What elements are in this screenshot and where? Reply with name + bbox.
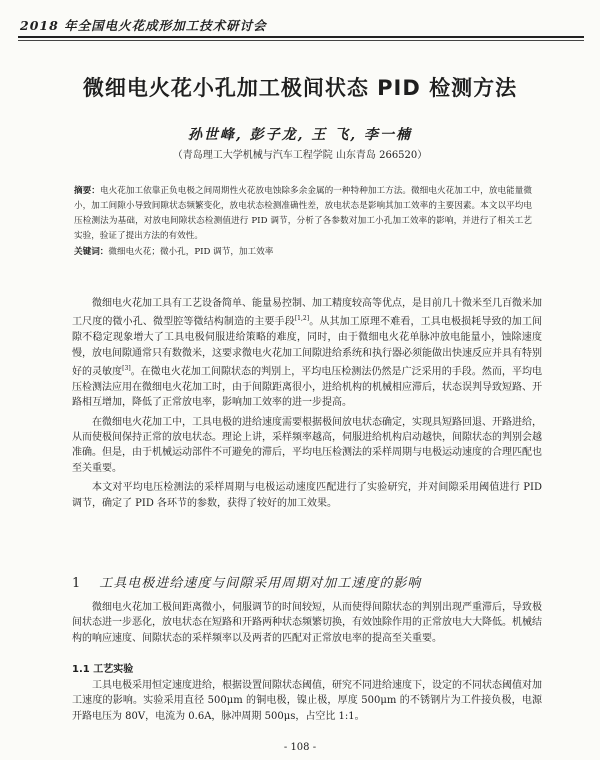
citation-1-2: [1,2] [294,315,310,323]
section-1-title: 工具电极进给速度与间隙采用周期对加工速度的影响 [99,576,422,591]
intro-paragraph-1 [72,296,542,411]
keywords-text: 微细电火花；微小孔，PID 调节，加工效率 [108,247,274,257]
abstract-text: 电火花加工依靠正负电极之间周期性火花放电蚀除多余金属的一种特种加工方法。微细电火花加工中，放电能量微小，加工间隙小导致间隙状态频繁变化，放电状态检测准确性差，放电状态是影响其加工效率的主要因素。本文以平均电压检测法为基础，对放电间隙状态检测值进行 PID 调节，分析了各参数对加工小孔加工效率的影响，并进行了相关工艺实验，验证了提出方法的有效性。 [74,186,532,241]
section-1-paragraph: 微细电火花加工极间距离微小，伺服调节的时间较短，从而使得间隙状态的判别出现严重滞后，导致极间状态进一步恶化，放电状态在短路和开路两种状态频繁切换，有效蚀除作用的正常放电大大降低。机械结构的响应速度、间隙状态的采样频率以及两者的匹配对正常放电率的提高至关重要。 [72,602,542,644]
intro-paragraph-2: 在微细电火花加工中，工具电极的进给速度需要根据极间放电状态确定，实现具短路回退、开路进给，从而使极间保持正常的放电状态。理论上讲，采样频率越高，伺服进给机构启动越快，间隙状态的判别会越准确。但是，由于机械运动部件不可避免的滞后，平均电压检测法的采样周期与电极运动速度的合理匹配也至关重要。 [72,416,542,474]
introduction [72,296,542,515]
paper-title: 微细电火花小孔加工极间状态 PID 检测方法 [82,76,518,100]
header-rule-thin [18,40,584,41]
page-number: - 108 - [283,742,317,753]
subsection-1-1-body [72,678,542,728]
section-1-body [72,600,542,650]
section-1-number: 1 [72,576,82,591]
citation-3: [3] [122,364,131,372]
subsection-number: 1.1 [72,664,90,675]
abstract-label: 摘要： [74,186,100,196]
running-head: 2018 年全国电火花成形加工技术研讨会 [20,18,267,33]
section-1-heading [72,572,542,591]
intro-p1-text-b: 。从其加工原理不难看，工具电极损耗导致的加工间隙不稳定现象增大了工具电极伺服进给策略的难度，同时，由于微细电火花单脉冲放电能量小，蚀除速度慢，放电间隙通常只有数微米，这要求微电火花加工间隙进给系统和执行器必须能做出快速反应并具有特别好的灵敏度 [72,316,543,378]
author-list: 孙世峰, 彭子龙, 王 飞, 李一楠 [187,127,413,143]
subsection-paragraph: 工具电极采用恒定速度进给，根据设置间隙状态阈值，研究不同进给速度下，设定的不同状态阈值对加工速度的影响。实验采用直径 500μm 的铜电极，镍止极，厚度 500μm 的不锈钢片为工件接负极，电源开路电压为 80V，电流为 0.6A，脉冲周期 500μs，占空比 1:1。 [72,680,542,722]
subsection-1-1-heading [72,660,542,675]
intro-paragraph-3: 本文对平均电压检测法的采样周期与电极运动速度匹配进行了实验研究，并对间隙采用阈值进行 PID 调节，确定了 PID 各环节的参数，获得了较好的加工效果。 [72,482,542,509]
keywords-label: 关键词： [74,247,109,257]
header-rule [18,36,584,38]
intro-p1-text-a: 微细电火花加工具有工艺设备简单、能量易控制、加工精度较高等优点，是目前几十微米至几百微米加工尺度的微小孔、微型腔等微结构制造的主要手段 [72,298,542,328]
intro-p1-text-c: 。在微电火花加工间隙状态的判别上，平均电压检测法仍然是广泛采用的手段。然而，平均电压检测法应用在微细电火花加工时，由于间隙距离很小，进给机构的机械相应滞后，状态误判导致短路、开路相互增加，降低了正常放电率，影响加工效率的进一步提高。 [72,366,543,409]
affiliation: （青岛理工大学机械与汽车工程学院 山东青岛 266520） [172,150,428,161]
abstract [74,184,532,244]
subsection-title: 工艺实验 [93,664,134,675]
keywords [74,245,532,257]
